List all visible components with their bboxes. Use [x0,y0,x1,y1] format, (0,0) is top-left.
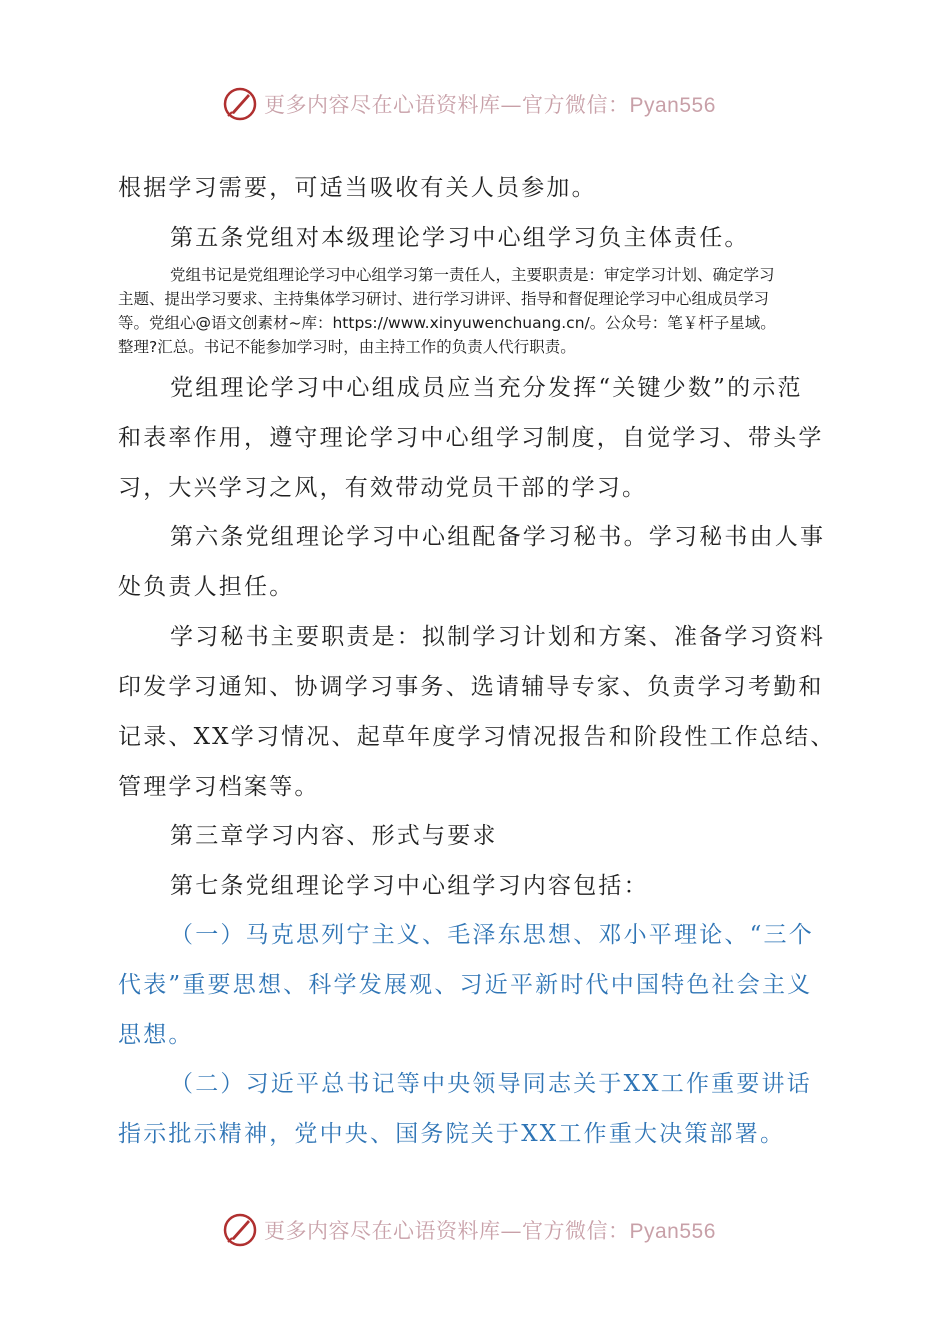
text-line: 第六条党组理论学习中心组配备学习秘书。学习秘书由人事 [170,524,826,550]
paragraph-small-note [118,263,838,359]
text-line: 学习秘书主要职责是：拟制学习计划和方案、准备学习资料 [170,624,826,650]
header-banner [222,84,742,124]
quill-pen-logo-icon [222,1212,258,1248]
paragraph-item-2 [118,1059,838,1159]
paragraph-item-1 [118,910,838,1060]
text-line: 印发学习通知、协调学习事务、选请辅导专家、负责学习考勤和 [118,674,824,700]
banner-wechat-id: Pyan556 [629,94,716,117]
text-line: （二）习近平总书记等中央领导同志关于XX工作重要讲话 [170,1071,812,1097]
paragraph-members [118,363,838,513]
banner-wechat-id: Pyan556 [629,1220,716,1243]
banner-text: 更多内容尽在心语资料库—官方微信：Pyan556 [264,93,716,117]
text-line: 和表率作用，遵守理论学习中心组学习制度，自觉学习、带头学 [118,425,824,451]
text-line: 第七条党组理论学习中心组学习内容包括： [170,873,649,899]
paragraph-secretary-duties [118,612,838,812]
text-line: 党组书记是党组理论学习中心组学习第一责任人，主要职责是：审定学习计划、确定学习 [170,266,775,284]
footer-banner [222,1210,742,1250]
text-line: 根据学习需要，可适当吸收有关人员参加。 [118,175,597,201]
text-line: 管理学习档案等。 [118,774,320,800]
text-line: 习，大兴学习之风，有效带动党员干部的学习。 [118,475,648,501]
text-line: 整理?汇总。书记不能参加学习时，由主持工作的负责人代行职责。 [118,338,576,356]
text-line: 主题、提出学习要求、主持集体学习研讨、进行学习讲评、指导和督促理论学习中心组成员学习 [118,290,770,308]
text-line: （一）马克思列宁主义、毛泽东思想、邓小平理论、“三个 [170,922,814,948]
text-line: 第三章学习内容、形式与要求 [170,823,498,849]
text-line: 等。党组心@语文创素材~库：https://www.xinyuwenchuang.cn/。公众号：笔￥杆子星域。 [118,314,776,332]
text-line: 处负责人担任。 [118,574,295,600]
text-line: 代表”重要思想、科学发展观、习近平新时代中国特色社会主义 [118,972,813,998]
text-line: 思想。 [118,1022,194,1048]
text-line: 指示批示精神，党中央、国务院关于XX工作重大决策部署。 [118,1121,786,1147]
text-line: 第五条党组对本级理论学习中心组学习负主体责任。 [170,225,750,251]
banner-text: 更多内容尽在心语资料库—官方微信：Pyan556 [264,1219,716,1243]
quill-pen-logo-icon [222,86,258,122]
paragraph-article-6 [118,512,838,612]
paragraph-article-5 [118,213,838,263]
chapter-heading-3 [118,811,838,861]
text-line: 党组理论学习中心组成员应当充分发挥“关键少数”的示范 [170,375,803,401]
paragraph-article-7 [118,861,838,911]
text-line: 记录、XX学习情况、起草年度学习情况报告和阶段性工作总结、 [118,724,836,750]
paragraph-1 [118,163,838,213]
